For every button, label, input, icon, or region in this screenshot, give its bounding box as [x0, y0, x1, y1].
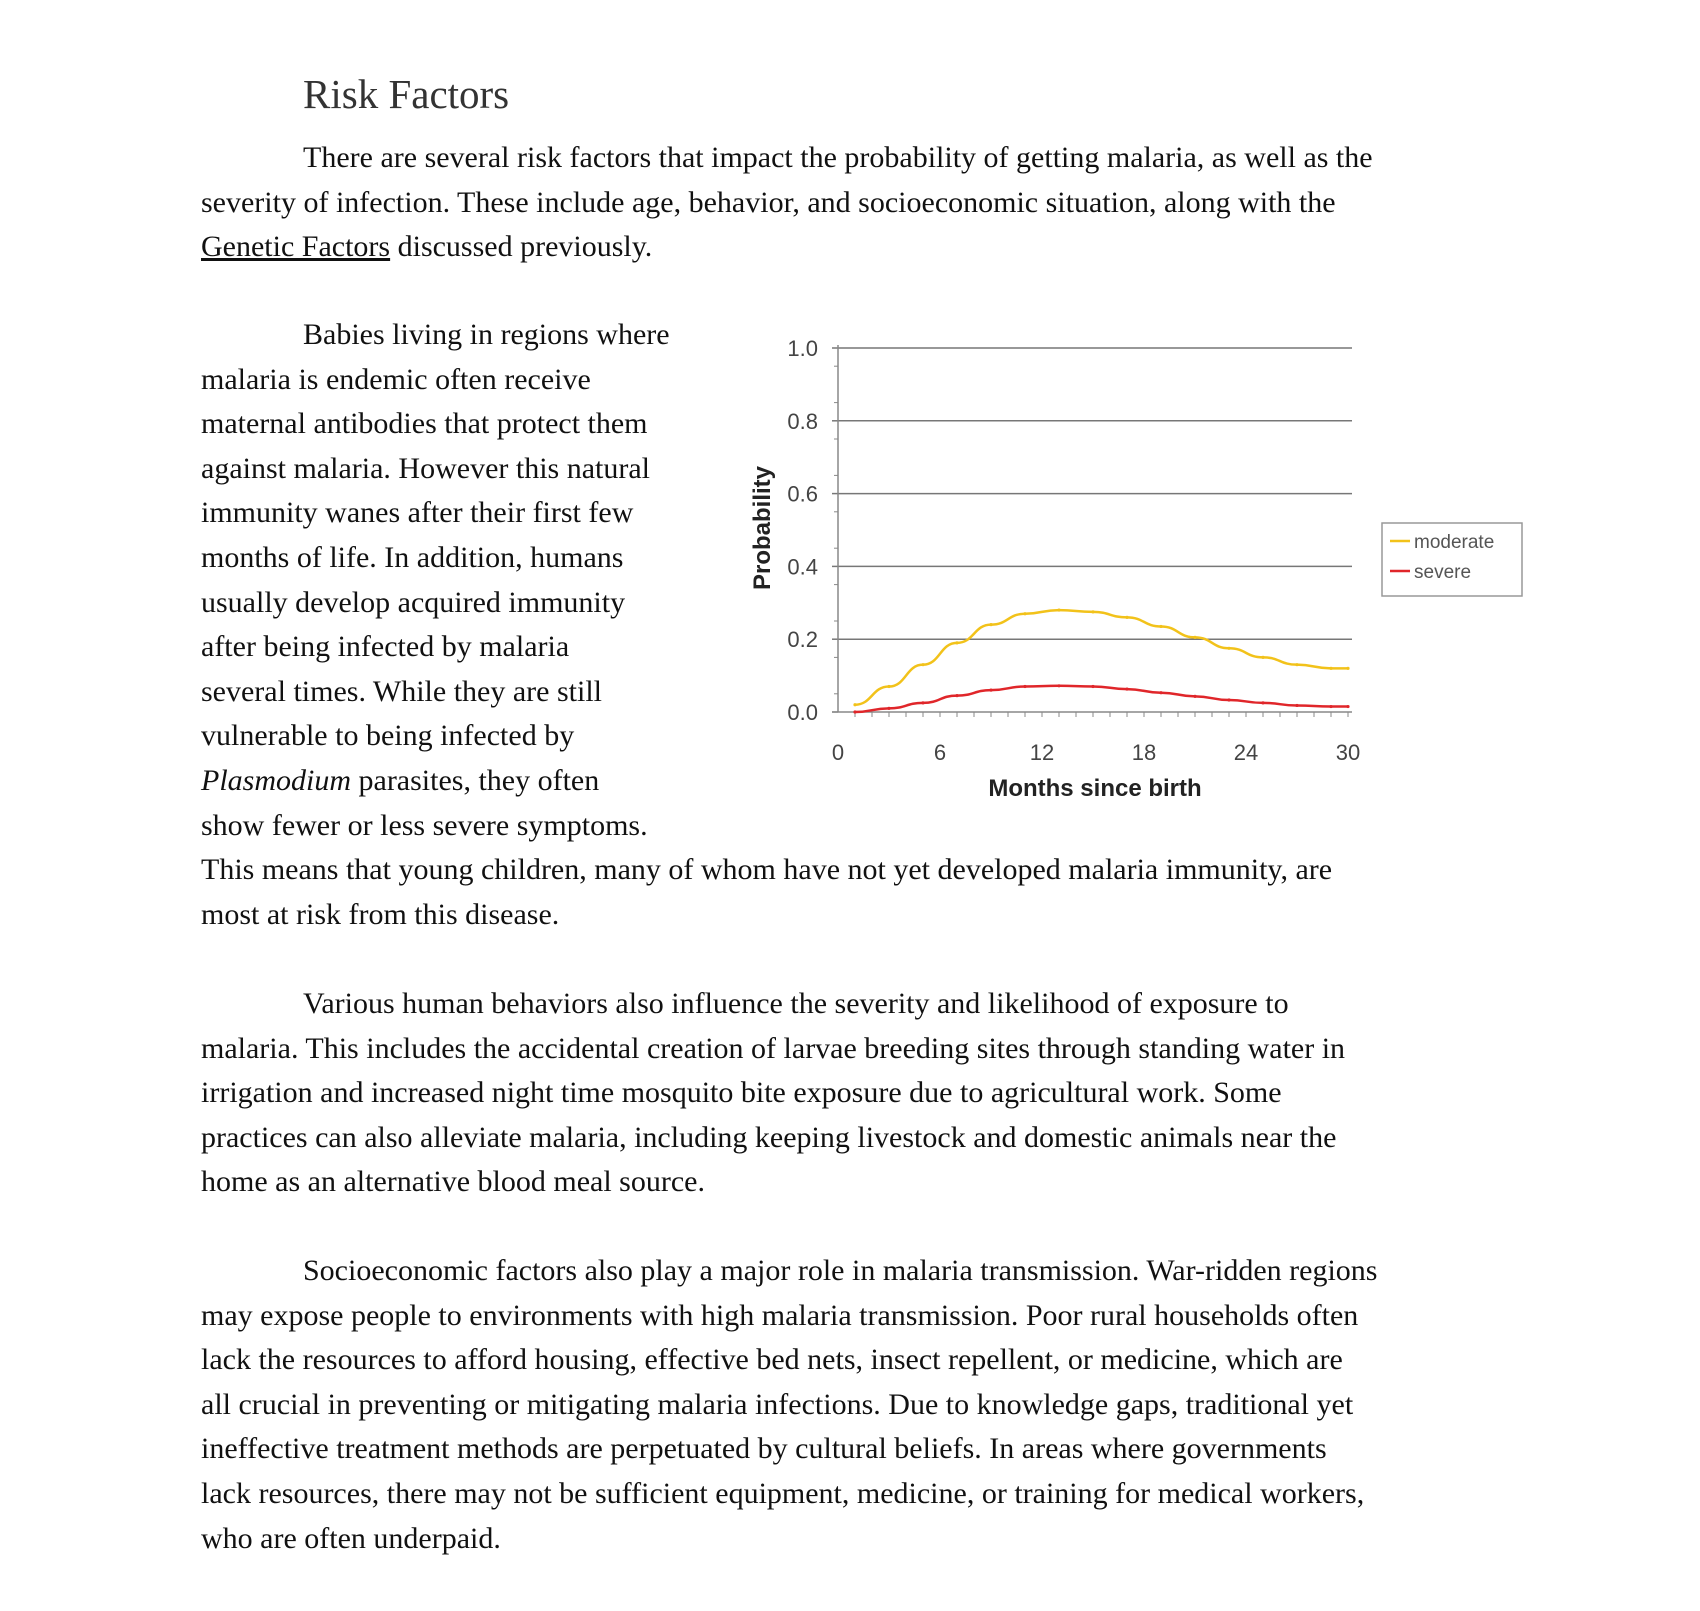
data-point-moderate	[1057, 608, 1060, 611]
data-point-severe	[1057, 684, 1060, 687]
x-tick-label: 30	[1335, 740, 1361, 765]
genetic-factors-link[interactable]: Genetic Factors	[201, 230, 391, 264]
section-heading: Risk Factors	[303, 71, 510, 117]
y-tick-label: 0.2	[787, 627, 818, 653]
minor-ticks	[834, 366, 1348, 717]
y-tick-label: 1.0	[787, 336, 818, 361]
data-point-moderate	[853, 703, 856, 706]
plasmodium-italic: Plasmodium	[201, 763, 351, 797]
x-tick-label: 12	[1029, 740, 1055, 765]
socio-line: lack the resources to afford housing, effective bed nets, insect repellent, or medicine, which are	[201, 1343, 1343, 1377]
babies-line: immunity wanes after their first few	[201, 496, 634, 530]
behaviors-line: malaria. This includes the accidental creation of larvae breeding sites through standing water in	[201, 1031, 1346, 1065]
babies-line: most at risk from this disease.	[201, 897, 560, 931]
data-point-severe	[1159, 691, 1162, 694]
data-point-moderate	[1023, 612, 1026, 615]
babies-paragraph-column	[201, 313, 741, 848]
babies-line: usually develop acquired immunity	[201, 585, 626, 619]
data-series	[853, 608, 1349, 713]
babies-line: against malaria. However this natural	[201, 451, 651, 485]
x-tick-label: 0	[831, 740, 845, 765]
data-point-moderate	[1329, 667, 1332, 670]
x-tick-labels	[832, 740, 1360, 765]
y-tick-label: 0.8	[787, 408, 818, 434]
babies-line: show fewer or less severe symptoms.	[201, 808, 648, 842]
axes	[838, 345, 1352, 712]
data-point-severe	[1346, 705, 1349, 708]
data-point-severe	[1125, 687, 1128, 690]
babies-paragraph-tail	[201, 848, 1521, 937]
x-tick-label: 18	[1131, 740, 1157, 765]
babies-line: Babies living in regions where	[303, 318, 670, 351]
babies-line: parasites, they often	[351, 763, 600, 797]
data-point-moderate	[1193, 636, 1196, 639]
data-point-moderate	[887, 685, 890, 688]
x-tick-label: 6	[933, 740, 947, 765]
data-point-moderate	[989, 623, 992, 626]
series-line-severe	[855, 686, 1348, 712]
data-point-severe	[1295, 704, 1298, 707]
legend	[1382, 523, 1522, 596]
probability-chart	[730, 320, 1530, 820]
intro-paragraph	[201, 136, 1521, 270]
data-point-moderate	[921, 663, 924, 666]
data-point-severe	[921, 701, 924, 704]
x-axis-label: Months since birth	[988, 775, 1202, 802]
y-tick-labels	[787, 336, 818, 725]
data-point-severe	[1329, 705, 1332, 708]
babies-line: maternal antibodies that protect them	[201, 407, 648, 441]
y-tick-label: 0.4	[787, 554, 818, 580]
intro-line-2: severity of infection. These include age, behavior, and socioeconomic situation, along with the	[201, 185, 1336, 219]
babies-line: malaria is endemic often receive	[201, 362, 591, 396]
data-point-severe	[989, 689, 992, 692]
data-point-moderate	[1346, 667, 1349, 670]
socio-line: Socioeconomic factors also play a major role in malaria transmission. War-ridden regions	[303, 1254, 1378, 1287]
socioeconomic-paragraph	[201, 1249, 1521, 1561]
data-point-severe	[1193, 695, 1196, 698]
babies-line: vulnerable to being infected by	[201, 719, 575, 753]
x-tick-label: 24	[1233, 740, 1259, 765]
data-point-moderate	[1125, 616, 1128, 619]
behaviors-line: home as an alternative blood meal source.	[201, 1165, 705, 1199]
legend-label-severe: severe	[1414, 562, 1472, 583]
data-point-severe	[887, 707, 890, 710]
behaviors-line: Various human behaviors also influence the severity and likelihood of exposure to	[303, 987, 1289, 1020]
behaviors-paragraph	[201, 982, 1521, 1205]
babies-line: several times. While they are still	[201, 674, 602, 708]
socio-line: who are often underpaid.	[201, 1521, 501, 1555]
data-point-severe	[1023, 685, 1026, 688]
data-point-severe	[1261, 701, 1264, 704]
socio-line: ineffective treatment methods are perpetuated by cultural beliefs. In areas where governments	[201, 1432, 1327, 1466]
data-point-moderate	[1159, 625, 1162, 628]
behaviors-line: irrigation and increased night time mosquito bite exposure due to agricultural work. Some	[201, 1076, 1282, 1110]
babies-line: after being infected by malaria	[201, 630, 570, 664]
behaviors-line: practices can also alleviate malaria, including keeping livestock and domestic animals near the	[201, 1120, 1337, 1154]
socio-line: lack resources, there may not be sufficient equipment, medicine, or training for medical workers,	[201, 1476, 1365, 1510]
data-point-severe	[955, 694, 958, 697]
data-point-moderate	[955, 641, 958, 644]
y-tick-label: 0.6	[787, 481, 818, 507]
legend-label-moderate: moderate	[1414, 532, 1495, 553]
grid-lines	[832, 348, 1352, 712]
y-axis-label: Probability	[749, 465, 776, 591]
data-point-severe	[1091, 685, 1094, 688]
babies-line: months of life. In addition, humans	[201, 540, 624, 574]
socio-line: may expose people to environments with high malaria transmission. Poor rural households often	[201, 1298, 1359, 1332]
babies-line: This means that young children, many of whom have not yet developed malaria immunity, are	[201, 853, 1333, 886]
y-tick-label: 0.0	[787, 700, 818, 725]
series-line-moderate	[855, 610, 1348, 705]
data-point-moderate	[1227, 647, 1230, 650]
data-point-severe	[853, 710, 856, 713]
intro-line-3-rest: discussed previously.	[390, 230, 653, 264]
data-point-moderate	[1091, 610, 1094, 613]
data-point-moderate	[1261, 656, 1264, 659]
data-point-moderate	[1295, 663, 1298, 666]
socio-line: all crucial in preventing or mitigating malaria infections. Due to knowledge gaps, traditional yet	[201, 1387, 1354, 1421]
data-point-severe	[1227, 698, 1230, 701]
intro-line-1: There are several risk factors that impact the probability of getting malaria, as well as the	[303, 141, 1373, 174]
